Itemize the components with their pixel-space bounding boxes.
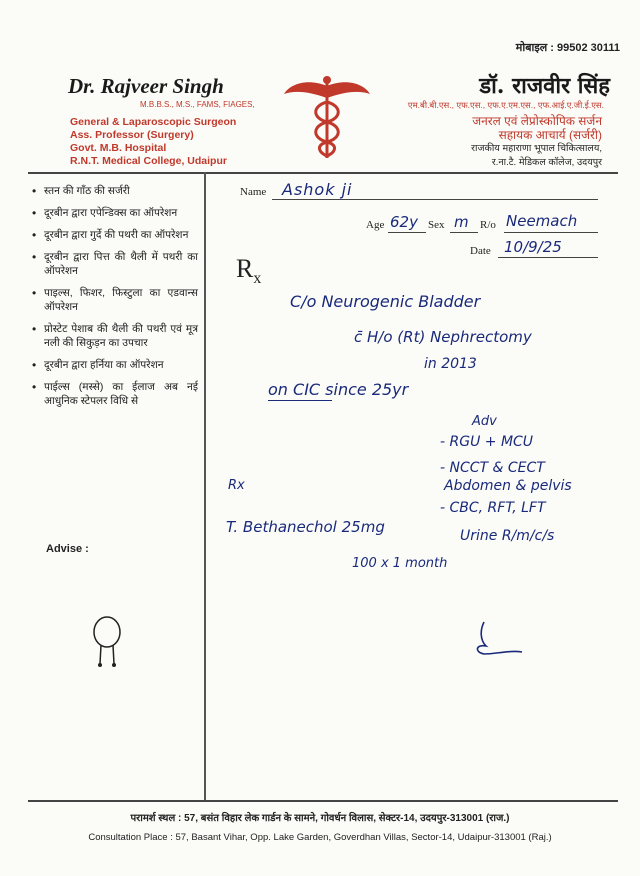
- rx-mark: Rx: [228, 478, 245, 493]
- adv-item-3: Abdomen & pelvis: [444, 478, 572, 494]
- specialty-en: General & Laparoscopic Surgeon: [70, 116, 237, 128]
- service-item: • स्तन की गाँठ की सर्जरी: [32, 184, 198, 198]
- services-list: [32, 184, 198, 416]
- adv-label: Adv: [472, 414, 497, 429]
- ro-value[interactable]: Neemach: [506, 212, 578, 230]
- sex-underline: [450, 232, 478, 233]
- footer-address-hi: परामर्श स्थल : 57, बसंत विहार लेक गार्डन के सामने, गोवर्धन विलास, सेक्टर-14, उदयपुर-313001 (राज.): [130, 813, 510, 824]
- college-en: R.N.T. Medical College, Udaipur: [70, 155, 227, 167]
- position-en: Ass. Professor (Surgery): [70, 129, 194, 141]
- specialty-hi: जनरल एवं लेप्रोस्कोपिक सर्जन: [472, 114, 602, 128]
- hospital-en: Govt. M.B. Hospital: [70, 142, 167, 154]
- ro-underline: [504, 232, 598, 233]
- cic-underline: [268, 400, 332, 401]
- credentials-hi: [471, 114, 602, 170]
- medication: T. Bethanechol 25mg: [226, 518, 385, 536]
- service-item: • पाइल्स, फिशर, फिस्टुला का एडवान्स ऑपरेशन: [32, 286, 198, 314]
- degrees-hi: एम.बी.बी.एस., एफ.एस., एफ.ए.एम.एस., एफ.आई.ए.जी.ई.एस.: [407, 100, 604, 110]
- adv-item-2: - NCCT & CECT: [440, 460, 545, 476]
- adv-item-5: Urine R/m/c/s: [460, 528, 555, 544]
- advise-label: Advise :: [46, 543, 89, 555]
- sex-label: Sex: [428, 219, 445, 231]
- service-item: • दूरबीन द्वारा एपेन्डिक्स का ऑपरेशन: [32, 206, 198, 220]
- degrees-en: M.B.B.S., M.S., FAMS, FIAGES,: [140, 100, 255, 109]
- header-divider: [28, 172, 618, 174]
- column-divider: [204, 172, 206, 800]
- rx-sub: x: [253, 270, 262, 288]
- medication-quantity: 100 x 1 month: [352, 556, 448, 571]
- rx-letter: R: [236, 254, 254, 283]
- note-line-3: in 2013: [424, 356, 477, 372]
- note-line-2: c̄ H/o (Rt) Nephrectomy: [354, 328, 532, 346]
- kidney-bladder-icon: [90, 612, 124, 668]
- age-label: Age: [366, 219, 385, 231]
- service-item: • दूरबीन द्वारा गुर्दे की पथरी का ऑपरेशन: [32, 228, 198, 242]
- name-underline: [272, 199, 598, 200]
- credentials-en: [70, 116, 236, 168]
- name-label: Name: [240, 186, 267, 198]
- doctor-name-hi: डॉ. राजवीर सिंह: [479, 73, 610, 99]
- service-item: • पाईल्स (मस्से) का ईलाज अब नई आधुनिक स्टेपलर विधि से: [32, 380, 198, 408]
- note-line-4: on CIC since 25yr: [268, 380, 409, 399]
- college-hi: र.ना.टै. मेडिकल कॉलेज, उदयपुर: [491, 157, 602, 168]
- ro-label: R/o: [480, 219, 496, 231]
- adv-item-4: - CBC, RFT, LFT: [440, 500, 546, 516]
- position-hi: सहायक आचार्य (सर्जरी): [498, 128, 602, 142]
- sex-value[interactable]: m: [454, 213, 469, 231]
- doctor-name-en: Dr. Rajveer Singh: [68, 74, 224, 98]
- name-value[interactable]: Ashok ji: [282, 180, 353, 199]
- age-value[interactable]: 62y: [390, 213, 418, 231]
- service-item: • प्रोस्टेट पेशाब की थैली की पथरी एवं मूत्र नली की सिकुड़न का उपचार: [32, 322, 198, 350]
- hospital-hi: राजकीय महाराणा भूपाल चिकित्सालय,: [471, 143, 602, 154]
- footer-divider: [28, 800, 618, 802]
- service-item: • दूरबीन द्वारा पित्त की थैली में पथरी का ऑपरेशन: [32, 250, 198, 278]
- footer-address-en: Consultation Place : 57, Basant Vihar, Opp. Lake Garden, Goverdhan Villas, Sector-14, Udaipur-313001 (Raj.): [88, 832, 552, 843]
- signature: [470, 618, 530, 658]
- caduceus-icon: [282, 72, 372, 162]
- service-item: • दूरबीन द्वारा हर्निया का ऑपरेशन: [32, 358, 198, 372]
- age-underline: [388, 232, 426, 233]
- date-value[interactable]: 10/9/25: [504, 238, 562, 256]
- adv-item-1: - RGU + MCU: [440, 434, 534, 450]
- mobile-number: मोबाइल : 99502 30111: [515, 42, 620, 54]
- note-line-1: C/o Neurogenic Bladder: [290, 292, 481, 311]
- rx-symbol: [236, 254, 261, 288]
- date-label: Date: [470, 245, 491, 257]
- date-underline: [498, 257, 598, 258]
